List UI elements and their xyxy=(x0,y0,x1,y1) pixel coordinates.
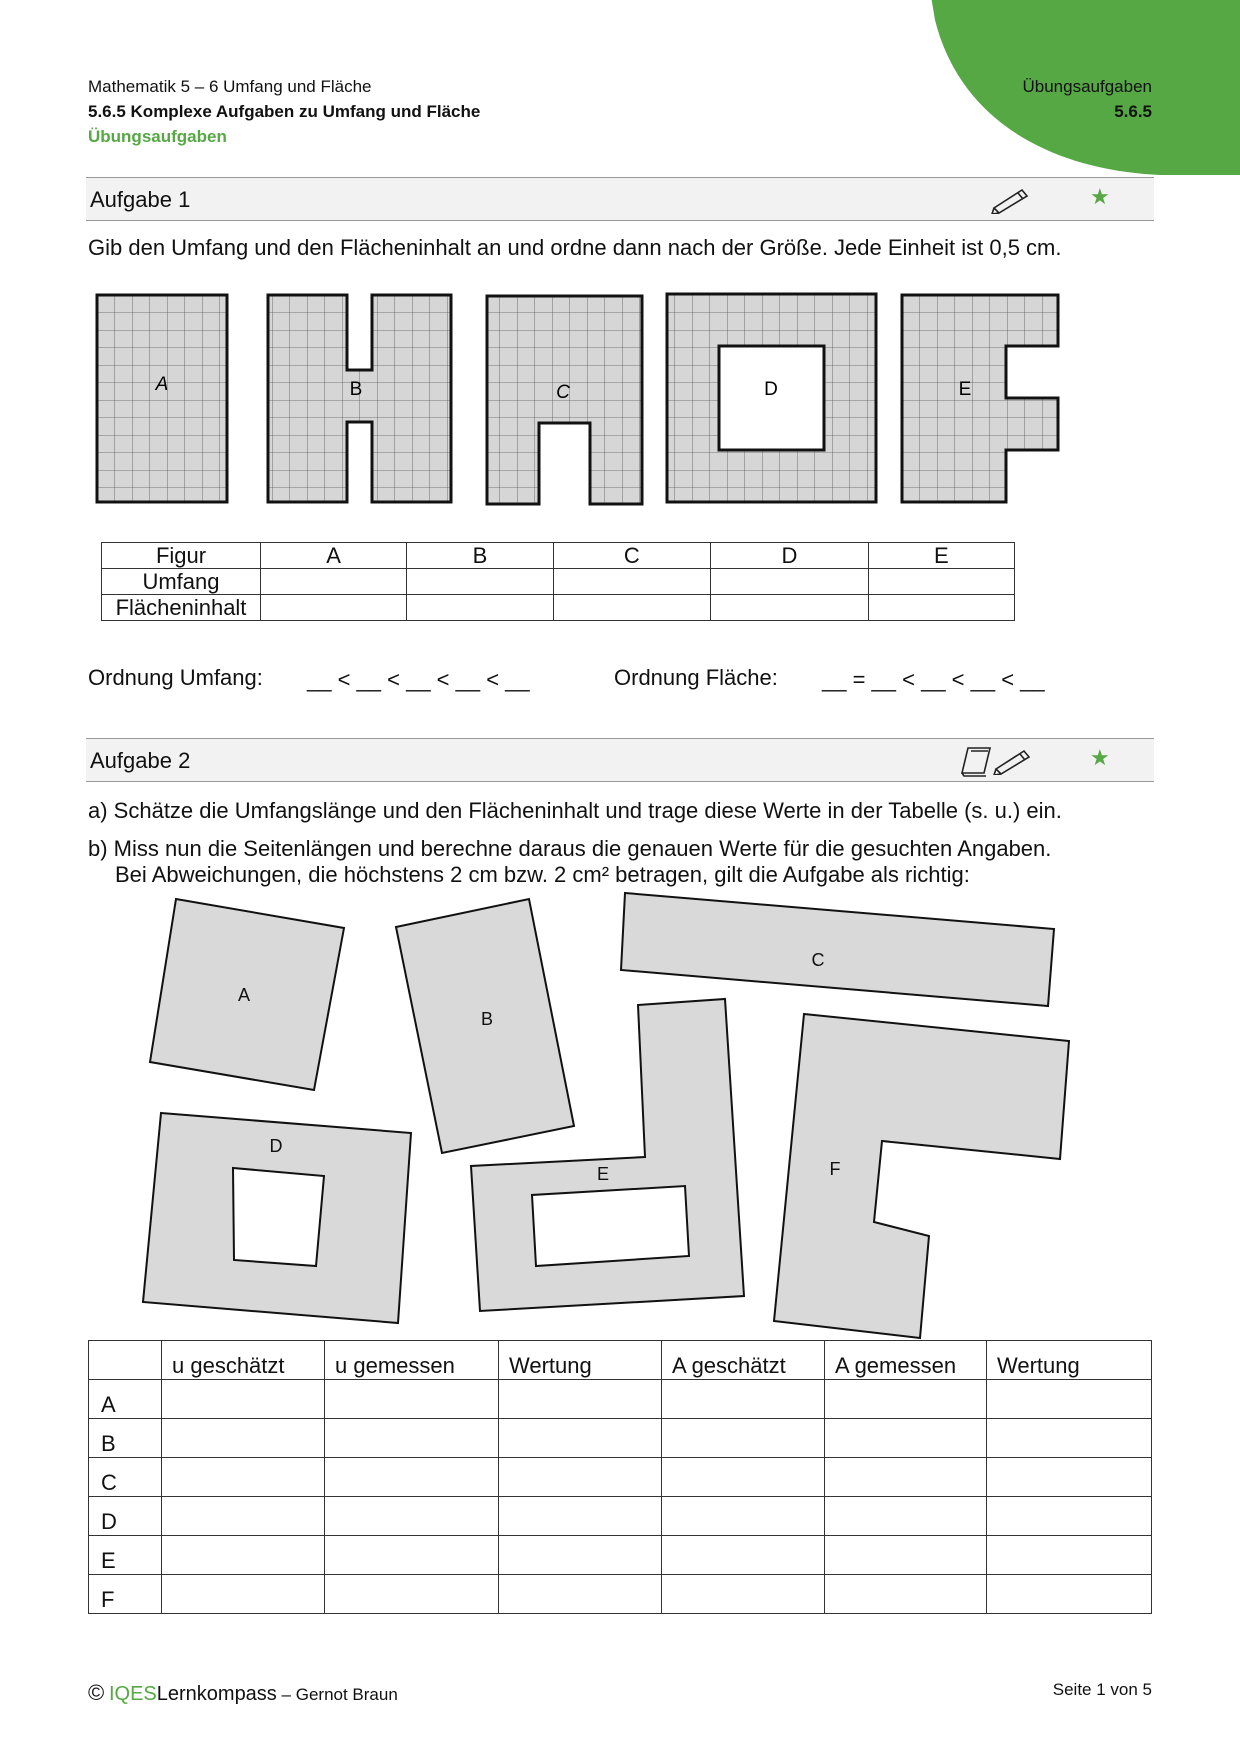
task1-title: Aufgabe 1 xyxy=(90,187,191,212)
answer-cell[interactable] xyxy=(987,1458,1152,1497)
copyright-sign: © xyxy=(88,1680,105,1705)
task2-title: Aufgabe 2 xyxy=(90,748,191,773)
footer-author: – Gernot Braun xyxy=(281,1685,398,1704)
table-row xyxy=(89,1341,1152,1380)
shape-a-label: A xyxy=(237,985,251,1005)
row-label: A xyxy=(89,1380,162,1419)
row-label: F xyxy=(89,1575,162,1614)
unit-title: 5.6.5 Komplexe Aufgaben zu Umfang und Fläche xyxy=(88,102,481,121)
answer-cell[interactable] xyxy=(499,1419,662,1458)
table-row xyxy=(89,1419,1152,1458)
answer-cell[interactable] xyxy=(325,1536,499,1575)
task2-part-b-line2: Bei Abweichungen, die höchstens 2 cm bzw. 2 cm² betragen, gilt die Aufgabe als richtig: xyxy=(115,862,970,887)
answer-cell[interactable] xyxy=(325,1497,499,1536)
shape-d-label: D xyxy=(269,1136,283,1156)
answer-cell[interactable] xyxy=(825,1497,987,1536)
row-label: C xyxy=(89,1458,162,1497)
answer-cell[interactable] xyxy=(325,1380,499,1419)
table-header-cell: B xyxy=(407,543,553,569)
difficulty-star-icon: ★ xyxy=(1090,745,1110,770)
answer-cell[interactable] xyxy=(987,1419,1152,1458)
table-header-cell: u geschätzt xyxy=(162,1341,325,1380)
table-row xyxy=(89,1497,1152,1536)
answer-cell[interactable] xyxy=(987,1575,1152,1614)
order-umfang-label: Ordnung Umfang: xyxy=(88,665,263,690)
answer-cell[interactable] xyxy=(325,1419,499,1458)
task2-table xyxy=(88,1340,1152,1614)
shape-f xyxy=(774,1014,1069,1338)
answer-cell[interactable] xyxy=(499,1380,662,1419)
row-label: D xyxy=(89,1497,162,1536)
answer-cell[interactable] xyxy=(499,1497,662,1536)
table-header-cell: u gemessen xyxy=(325,1341,499,1380)
table-header-cell: A geschätzt xyxy=(662,1341,825,1380)
answer-cell[interactable] xyxy=(662,1536,825,1575)
shape-e-label: E xyxy=(596,1164,610,1184)
answer-cell[interactable] xyxy=(825,1380,987,1419)
table-header-cell xyxy=(89,1341,162,1380)
table-header-cell: A xyxy=(261,543,407,569)
order-flaeche-blanks[interactable]: __ = __ < __ < __ < __ xyxy=(822,667,1045,692)
order-flaeche-label: Ordnung Fläche: xyxy=(614,665,778,690)
answer-cell[interactable] xyxy=(325,1458,499,1497)
answer-cell[interactable] xyxy=(825,1419,987,1458)
answer-cell[interactable] xyxy=(499,1458,662,1497)
answer-cell[interactable] xyxy=(162,1419,325,1458)
table-header-cell: E xyxy=(868,543,1014,569)
table-row xyxy=(89,1380,1152,1419)
shape-b-label: B xyxy=(480,1009,494,1029)
footer-brand xyxy=(88,1680,398,1706)
answer-cell[interactable] xyxy=(825,1458,987,1497)
answer-cell[interactable] xyxy=(987,1380,1152,1419)
table-row xyxy=(89,1458,1152,1497)
answer-cell[interactable] xyxy=(662,1380,825,1419)
figure-b-label: B xyxy=(349,379,363,400)
answer-cell[interactable] xyxy=(662,1458,825,1497)
table-row xyxy=(89,1536,1152,1575)
answer-cell[interactable] xyxy=(825,1575,987,1614)
figure-a-label: A xyxy=(155,374,169,395)
table-header-cell: Wertung xyxy=(499,1341,662,1380)
answer-cell[interactable] xyxy=(825,1536,987,1575)
answer-cell[interactable] xyxy=(987,1497,1152,1536)
table-header-cell: Figur xyxy=(102,543,261,569)
table-header-cell: C xyxy=(553,543,711,569)
answer-cell[interactable] xyxy=(162,1536,325,1575)
table-header-cell: A gemessen xyxy=(825,1341,987,1380)
row-label: Umfang xyxy=(102,569,261,595)
table-header-cell: D xyxy=(711,543,869,569)
page-number: Seite 1 von 5 xyxy=(1052,1680,1152,1699)
table-row xyxy=(89,1575,1152,1614)
figure-c-label: C xyxy=(556,382,570,403)
answer-cell[interactable] xyxy=(162,1458,325,1497)
answer-cell[interactable] xyxy=(162,1380,325,1419)
answer-cell[interactable] xyxy=(162,1497,325,1536)
answer-cell[interactable] xyxy=(662,1419,825,1458)
brand-iqes: IQES xyxy=(108,1683,157,1705)
type-label: Übungsaufgaben xyxy=(88,127,227,146)
difficulty-star-icon: ★ xyxy=(1090,184,1110,209)
row-label: E xyxy=(89,1536,162,1575)
row-label: Flächeninhalt xyxy=(102,595,261,621)
task2-part-a: a) Schätze die Umfangslänge und den Flächeninhalt und trage diese Werte in der Tabelle (s. u.) ein. xyxy=(88,798,1062,823)
order-umfang-blanks[interactable]: __ < __ < __ < __ < __ xyxy=(307,667,530,692)
answer-cell[interactable] xyxy=(499,1575,662,1614)
answer-cell[interactable] xyxy=(987,1536,1152,1575)
answer-cell[interactable] xyxy=(662,1497,825,1536)
answer-cell[interactable] xyxy=(325,1575,499,1614)
brand-lernkompass: Lernkompass xyxy=(156,1683,277,1705)
figure-d-label: D xyxy=(764,379,778,400)
shape-f-label: F xyxy=(829,1159,841,1179)
task2-part-b-line1: b) Miss nun die Seitenlängen und berechne daraus die genauen Werte für die gesuchten Angaben. xyxy=(88,836,1052,861)
table-header-cell: Wertung xyxy=(987,1341,1152,1380)
header-right-type: Übungsaufgaben xyxy=(1022,77,1152,96)
figure-e-label: E xyxy=(958,379,972,400)
subject-line: Mathematik 5 – 6 Umfang und Fläche xyxy=(88,77,372,96)
answer-cell[interactable] xyxy=(162,1575,325,1614)
header-right-number: 5.6.5 xyxy=(1114,102,1152,121)
shape-c xyxy=(621,893,1054,1006)
answer-cell[interactable] xyxy=(499,1536,662,1575)
task1-instruction: Gib den Umfang und den Flächeninhalt an und ordne dann nach der Größe. Jede Einheit ist 0,5 cm. xyxy=(88,235,1062,260)
answer-cell[interactable] xyxy=(662,1575,825,1614)
shape-c-label: C xyxy=(811,950,825,970)
row-label: B xyxy=(89,1419,162,1458)
